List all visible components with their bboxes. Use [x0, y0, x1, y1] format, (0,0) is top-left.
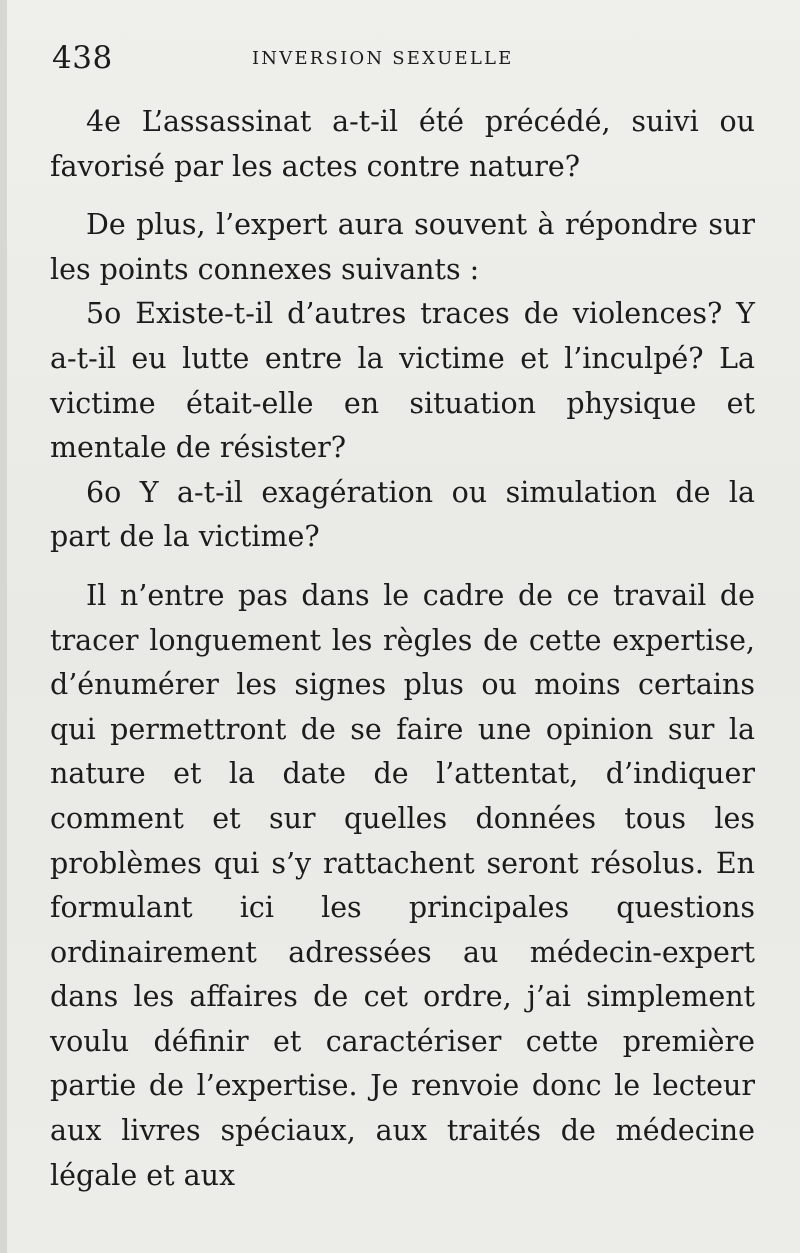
- body-text: [50, 100, 755, 1198]
- page-number: 438: [52, 40, 113, 76]
- page-binding-edge: [0, 0, 7, 1253]
- paragraph-question-4: 4e L’assassinat a-t-il été précédé, suivi ou favorisé par les actes contre nature?: [50, 105, 755, 183]
- paragraph-expertise: Il n’entre pas dans le cadre de ce travail de tracer longuement les règles de cette expertise, d’énumérer les signes plus ou moins certains qui permettront de se faire une opinion sur la nature et la date de l’attentat, d’indiquer comment et sur quelles données tous les problèmes qui s’y rattachent seront résolus. En formulant ici les principales questions ordinairement adressées au médecin-expert dans les affaires de cet ordre, j’ai simplement voulu définir et caractériser cette première partie de l’expertise. Je renvoie donc le lecteur aux livres spéciaux, aux traités de médecine légale et aux: [50, 578, 755, 1192]
- paragraph-connected-points: De plus, l’expert aura souvent à répondre sur les points connexes suivants :: [50, 208, 755, 286]
- paragraph-question-5: 5o Existe-t-il d’autres traces de violences? Y a-t-il eu lutte entre la victime et l’inculpé? La victime était-elle en situation physique et mentale de résister?: [50, 297, 755, 465]
- running-title: INVERSION SEXUELLE: [252, 48, 514, 69]
- page-header: [52, 40, 752, 80]
- paragraph-question-6: 6o Y a-t-il exagération ou simulation de la part de la victime?: [50, 475, 755, 554]
